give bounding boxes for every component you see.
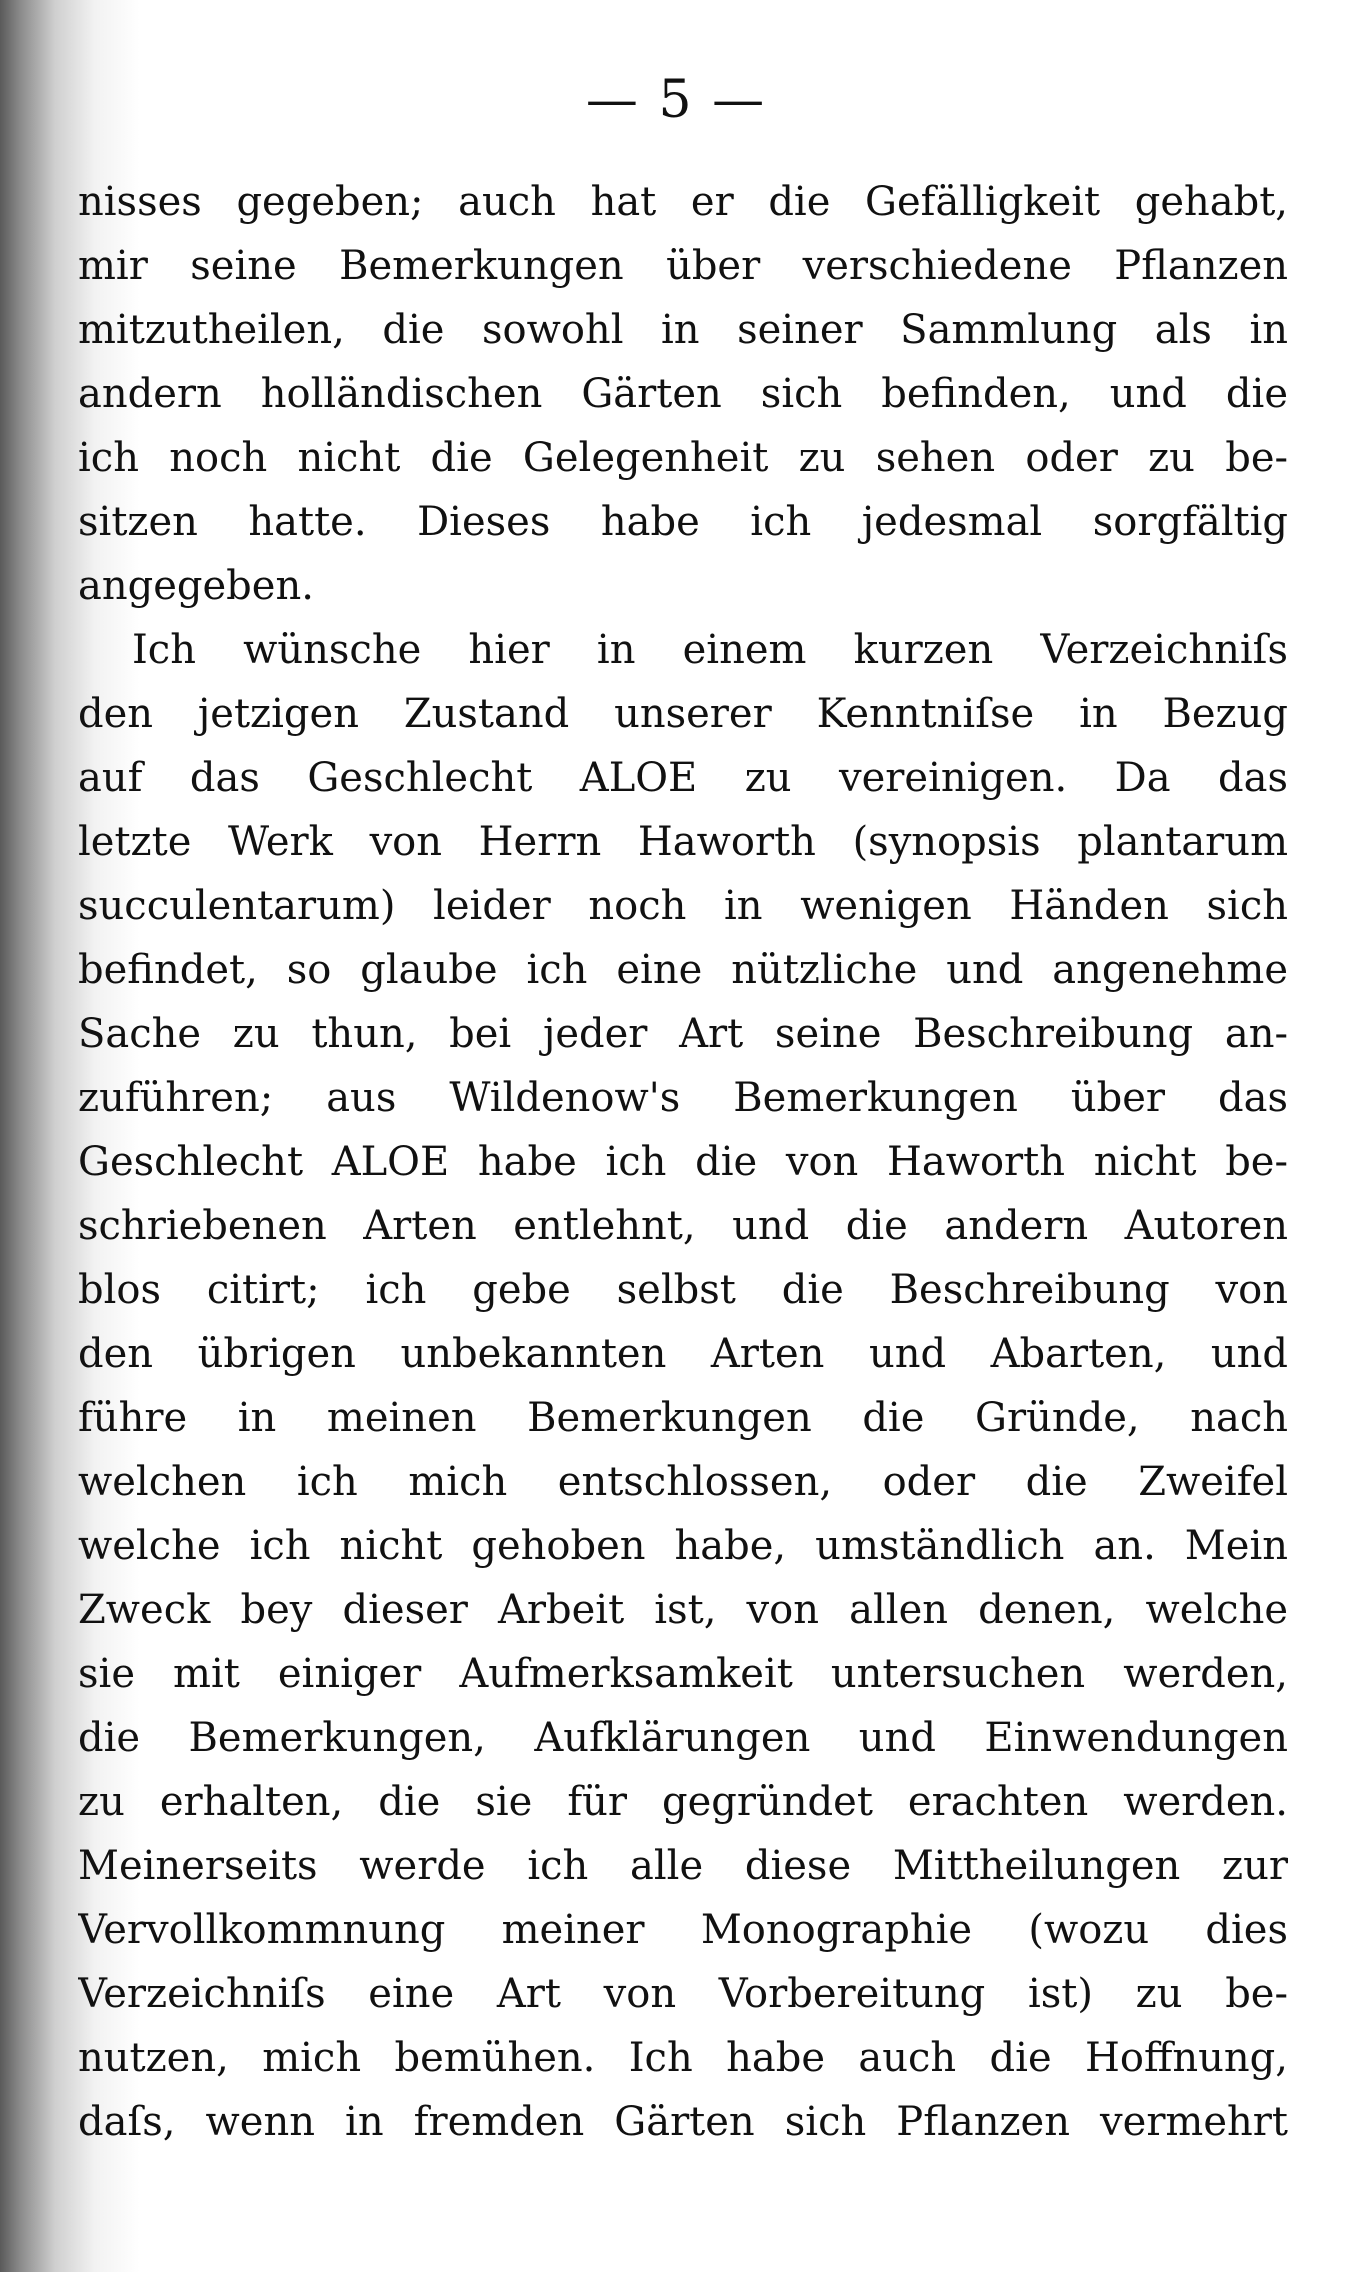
text-line: angegeben. xyxy=(78,563,314,609)
text-line: mitzutheilen, die sowohl in seiner Sammlung als in xyxy=(78,307,1288,353)
text-line: Sache zu thun, bei jeder Art seine Beschreibung an- xyxy=(78,1011,1288,1057)
text-line: nutzen, mich bemühen. Ich habe auch die Hoffnung, xyxy=(78,2035,1288,2081)
text-line: letzte Werk von Herrn Haworth (synopsis plantarum xyxy=(78,819,1288,865)
text-line: auf das Geschlecht ALOE zu vereinigen. Da das xyxy=(78,755,1288,801)
text-line: welchen ich mich entschlossen, oder die Zweifel xyxy=(78,1459,1288,1505)
text-line: Meinerseits werde ich alle diese Mittheilungen zur xyxy=(78,1843,1288,1889)
text-line: daſs, wenn in fremden Gärten sich Pflanzen vermehrt xyxy=(78,2099,1288,2145)
text-line: nisses gegeben; auch hat er die Gefälligkeit gehabt, xyxy=(78,179,1288,225)
text-line: den jetzigen Zustand unserer Kenntniſse in Bezug xyxy=(78,691,1288,737)
text-line: Zweck bey dieser Arbeit ist, von allen denen, welche xyxy=(78,1587,1288,1633)
text-line: den übrigen unbekannten Arten und Abarten, und xyxy=(78,1331,1288,1377)
text-line: succulentarum) leider noch in wenigen Händen sich xyxy=(78,883,1288,929)
text-line: Geschlecht ALOE habe ich die von Haworth nicht be- xyxy=(78,1139,1288,1185)
page-number: — 5 — xyxy=(585,70,767,130)
text-line: welche ich nicht gehoben habe, umständlich an. Mein xyxy=(78,1523,1288,1569)
text-line: Vervollkommnung meiner Monographie (wozu dies xyxy=(78,1907,1288,1953)
text-line: sie mit einiger Aufmerksamkeit untersuchen werden, xyxy=(78,1651,1288,1697)
text-line: ich noch nicht die Gelegenheit zu sehen oder zu be- xyxy=(78,435,1288,481)
text-line: blos citirt; ich gebe selbst die Beschreibung von xyxy=(78,1267,1288,1313)
text-line: führe in meinen Bemerkungen die Gründe, nach xyxy=(78,1395,1288,1441)
text-line: zu erhalten, die sie für gegründet erachten werden. xyxy=(78,1779,1288,1825)
text-line: Ich wünsche hier in einem kurzen Verzeichniſs xyxy=(132,627,1288,673)
text-line: andern holländischen Gärten sich befinden, und die xyxy=(78,371,1288,417)
text-line: zuführen; aus Wildenow's Bemerkungen über das xyxy=(78,1075,1288,1121)
text-line: Verzeichniſs eine Art von Vorbereitung ist) zu be- xyxy=(78,1971,1288,2017)
text-line: die Bemerkungen, Aufklärungen und Einwendungen xyxy=(78,1715,1288,1761)
text-line: schriebenen Arten entlehnt, und die andern Autoren xyxy=(78,1203,1288,1249)
text-line: befindet, so glaube ich eine nützliche und angenehme xyxy=(78,947,1288,993)
text-line: mir seine Bemerkungen über verschiedene Pflanzen xyxy=(78,243,1288,289)
text-line: sitzen hatte. Dieses habe ich jedesmal sorgfältig xyxy=(78,499,1288,545)
